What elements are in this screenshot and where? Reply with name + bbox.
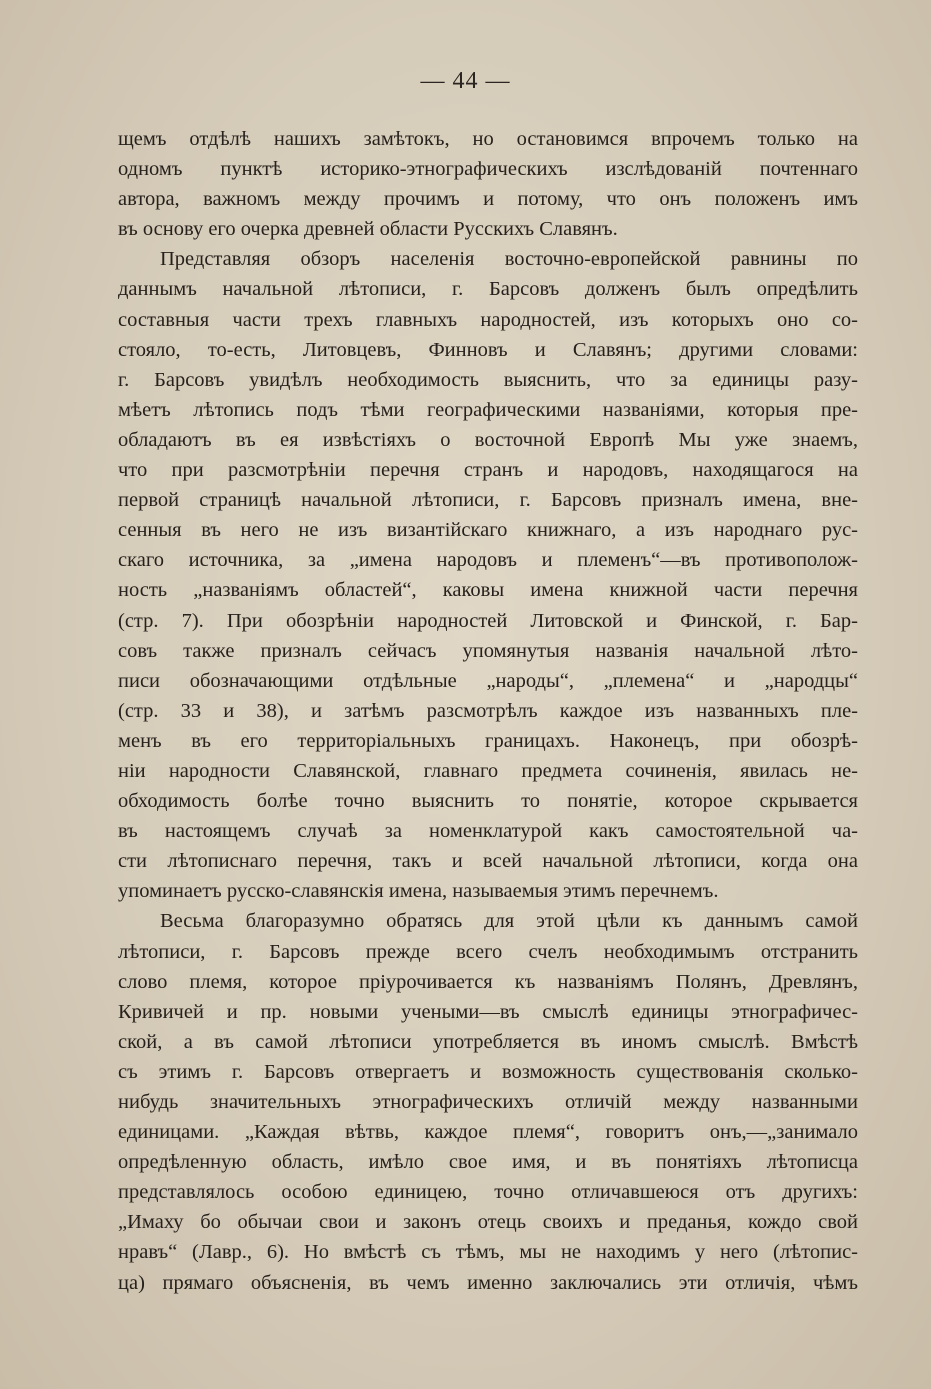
text-line: Весьма благоразумно обратясь для этой цѣли къ даннымъ самой [160, 910, 858, 933]
text-line: единицами. „Каждая вѣтвь, каждое племя“, говоритъ онъ,—„занимало [118, 1121, 858, 1144]
text-line: менъ въ его территоріальныхъ границахъ. Наконецъ, при обозрѣ- [118, 729, 858, 752]
text-line: ность „названіямъ областей“, каковы имена книжной части перечня [118, 579, 858, 602]
text-line: г. Барсовъ увидѣлъ необходимость выяснить, что за единицы разу- [118, 368, 858, 391]
text-line: писи обозначающими отдѣльные „народы“, „племена“ и „народцы“ [118, 669, 858, 692]
text-line: нравъ“ (Лавр., 6). Но вмѣстѣ съ тѣмъ, мы не находимъ у него (лѣтопис- [118, 1241, 858, 1264]
text-line: упоминаетъ русско-славянскія имена, называемыя этимъ перечнемъ. [118, 880, 719, 903]
text-line: лѣтописи, г. Барсовъ прежде всего счелъ необходимымъ отстранить [118, 940, 858, 963]
body-text [118, 124, 858, 1298]
text-line: ніи народности Славянской, главнаго предмета сочиненія, явилась не- [118, 759, 858, 782]
text-line: первой страницѣ начальной лѣтописи, г. Барсовъ призналъ имена, вне- [118, 489, 858, 512]
text-line: сти лѣтописнаго перечня, такъ и всей начальной лѣтописи, когда она [118, 850, 858, 873]
paragraph [118, 244, 858, 906]
text-line: (стр. 33 и 38), и затѣмъ разсмотрѣлъ каждое изъ названныхъ пле- [118, 699, 858, 722]
text-line: въ настоящемъ случаѣ за номенклатурой какъ самостоятельной ча- [118, 820, 858, 843]
text-line: скаго источника, за „имена народовъ и племенъ“—въ противополож- [118, 549, 858, 572]
paragraph [118, 906, 858, 1297]
page-number: — 44 — [420, 68, 511, 94]
text-line: составныя части трехъ главныхъ народностей, изъ которыхъ оно со- [118, 308, 858, 331]
text-line: слово племя, которое пріурочивается къ названіямъ Полянъ, Древлянъ, [118, 970, 858, 993]
text-line: Представляя обзоръ населенія восточно-европейской равнины по [160, 248, 858, 271]
text-line: что при разсмотрѣніи перечня странъ и народовъ, находящагося на [118, 459, 858, 482]
text-line: Кривичей и пр. новыми учеными—въ смыслѣ единицы этнографичес- [118, 1000, 858, 1023]
text-line: даннымъ начальной лѣтописи, г. Барсовъ долженъ былъ опредѣлить [118, 278, 858, 301]
text-line: совъ также призналъ сейчасъ упомянутыя названія начальной лѣто- [118, 639, 858, 662]
text-line: обходимость болѣе точно выяснить то понятіе, которое скрывается [118, 790, 858, 813]
text-line: щемъ отдѣлѣ нашихъ замѣтокъ, но остановимся впрочемъ только на [118, 128, 858, 150]
text-line: ца) прямаго объясненія, въ чемъ именно заключались эти отличія, чѣмъ [118, 1271, 858, 1294]
text-line: обладаютъ въ ея извѣстіяхъ о восточной Европѣ Мы уже знаемъ, [118, 428, 858, 451]
paragraph [118, 124, 858, 244]
text-line: автора, важномъ между прочимъ и потому, что онъ положенъ имъ [118, 188, 858, 211]
text-line: „Имаху бо обычаи свои и законъ отець своихъ и преданья, кождо свой [118, 1211, 858, 1234]
text-line: сенныя въ него не изъ византійскаго книжнаго, а изъ народнаго рус- [118, 519, 858, 542]
text-line: съ этимъ г. Барсовъ отвергаетъ и возможность существованія сколько- [118, 1060, 858, 1083]
text-line: ской, а въ самой лѣтописи употребляется въ иномъ смыслѣ. Вмѣстѣ [118, 1030, 858, 1053]
text-line: въ основу его очерка древней области Русскихъ Славянъ. [118, 218, 618, 241]
text-line: опредѣленную область, имѣло свое имя, и въ понятіяхъ лѣтописца [118, 1151, 858, 1174]
text-line: одномъ пунктѣ историко-этнографическихъ изслѣдованій почтеннаго [118, 158, 858, 181]
text-line: стояло, то-есть, Литовцевъ, Финновъ и Славянъ; другими словами: [118, 338, 858, 361]
text-line: (стр. 7). При обозрѣніи народностей Литовской и Финской, г. Бар- [118, 609, 858, 632]
text-line: нибудь значительныхъ этнографическихъ отличій между названными [118, 1091, 858, 1113]
text-line: представлялось особою единицею, точно отличавшеюся отъ другихъ: [118, 1181, 858, 1204]
text-line: мѣетъ лѣтопись подъ тѣми географическими названіями, которыя пре- [118, 398, 858, 421]
